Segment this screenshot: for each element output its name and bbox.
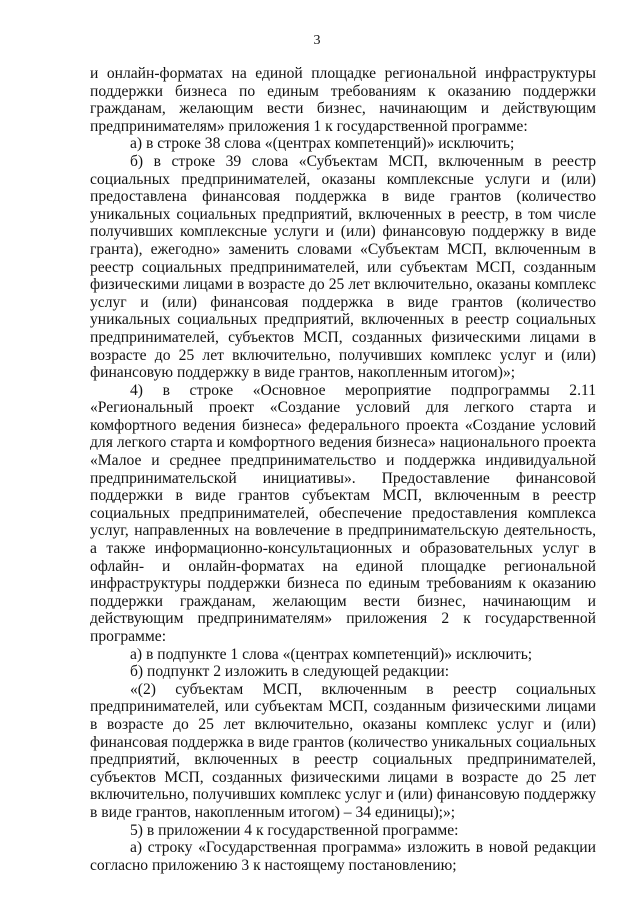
paragraph: «(2) субъектам МСП, включенным в реестр социальных предпринимателей, или субъектам МСП, созданным физическими лицами в возрасте до 25 лет включительно, оказаны комплекс услуг и (или) финансовая поддержка в виде грантов (количество уникальных социальных предприятий, включенных в реестр социальных предпринимателей, субъектов МСП, созданных физическими лицами в возрасте до 25 лет включительно, получивших комплекс услуг и (или) финансовую поддержку в виде грантов, накопленным итогом) – 34 единицы);»;	[90, 680, 596, 821]
paragraph: б) в строке 39 слова «Субъектам МСП, включенным в реестр социальных предпринимателей, оказаны комплексные услуги и (или) предоставлена финансовая поддержка в виде грантов (количество уникальных социальных предприятий, включенных в реестр, в том числе получивших комплексные услуги и (или) финансовую поддержку в виде гранта), ежегодно» заменить словами «Субъектам МСП, включенным в реестр социальных предпринимателей, или субъектам МСП, созданным физическими лицами в возрасте до 25 лет включительно, оказаны комплекс услуг и (или) финансовая поддержка в виде грантов (количество уникальных социальных предприятий, включенных в реестр социальных предпринимателей, субъектов МСП, созданных физическими лицами в возрасте до 25 лет включительно, получивших комплекс услуг и (или) финансовую поддержку в виде грантов, накопленным итогом)»;	[90, 152, 596, 382]
paragraph: 5) в приложении 4 к государственной программе:	[130, 821, 459, 839]
paragraph: а) строку «Государственная программа» изложить в новой редакции согласно приложению 3 к настоящему постановлению;	[90, 839, 596, 874]
page-number: 3	[313, 33, 321, 48]
document-body	[90, 65, 596, 874]
paragraph: а) в строке 38 слова «(центрах компетенций)» исключить;	[130, 135, 515, 153]
paragraph: б) подпункт 2 изложить в следующей редакции:	[130, 663, 450, 681]
paragraph: и онлайн-форматах на единой площадке региональной инфраструктуры поддержки бизнеса по единым требованиям к оказанию поддержки гражданам, желающим вести бизнес, начинающим и действующим предпринимателям» приложения 1 к государственной программе:	[90, 65, 596, 135]
paragraph: а) в подпункте 1 слова «(центрах компетенций)» исключить;	[130, 645, 533, 663]
paragraph: 4) в строке «Основное мероприятие подпрограммы 2.11 «Региональный проект «Создание условий для легкого старта и комфортного ведения бизнеса» федерального проекта «Создание условий для легкого старта и комфортного ведения бизнеса» национального проекта «Малое и среднее предпринимательство и поддержка индивидуальной предпринимательской инициативы». Предоставление финансовой поддержки в виде грантов субъектам МСП, включенным в реестр социальных предпринимателей, обеспечение предоставления комплекса услуг, направленных на вовлечение в предпринимательскую деятельность, а также информационно-консультационных и образовательных услуг в офлайн- и онлайн-форматах на единой площадке региональной инфраструктуры поддержки бизнеса по единым требованиям к оказанию поддержки гражданам, желающим вести бизнес, начинающим и действующим предпринимателям» приложения 2 к государственной программе:	[90, 381, 596, 645]
